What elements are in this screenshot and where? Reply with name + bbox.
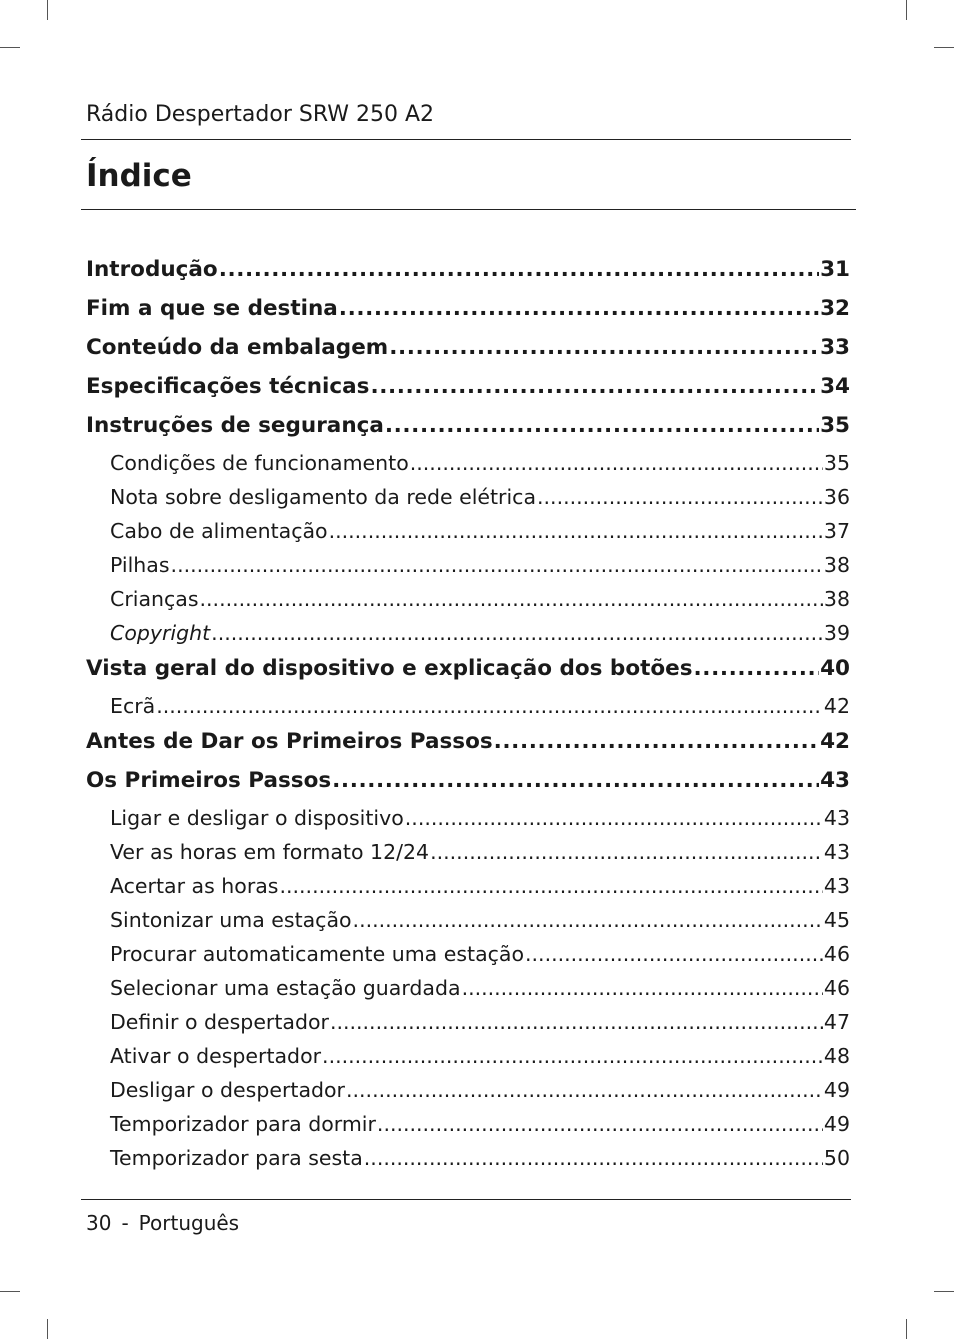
toc-entry-label: Crianças	[110, 587, 199, 611]
crop-mark	[0, 47, 20, 48]
dot-leader	[537, 481, 823, 513]
toc-entry-page: 48	[823, 1044, 850, 1068]
toc-entry-page: 49	[823, 1078, 850, 1102]
toc-entry-page: 43	[820, 768, 850, 793]
dot-leader	[389, 330, 819, 366]
toc-entry-section[interactable]	[86, 549, 850, 583]
toc-entry-label: Antes de Dar os Primeiros Passos	[86, 729, 493, 754]
toc-entry-section[interactable]	[86, 690, 850, 724]
toc-entry-section[interactable]	[86, 870, 850, 904]
dot-leader	[211, 617, 823, 649]
toc-entry-section[interactable]	[86, 1040, 850, 1074]
toc-entry-page: 34	[820, 374, 850, 399]
toc-entry-page: 43	[823, 840, 850, 864]
toc-entry-page: 37	[823, 519, 850, 543]
dot-leader	[462, 972, 823, 1004]
dot-leader	[322, 1040, 823, 1072]
dot-leader	[353, 904, 823, 936]
toc-entry-section[interactable]	[86, 617, 850, 651]
toc-entry-page: 38	[823, 587, 850, 611]
toc-entry-section[interactable]	[86, 938, 850, 972]
toc-entry-section[interactable]	[86, 1074, 850, 1108]
dot-leader	[410, 447, 823, 479]
page-title: Índice	[86, 158, 192, 194]
dot-leader	[171, 549, 823, 581]
toc-entry-section[interactable]	[86, 836, 850, 870]
dot-leader	[339, 291, 819, 327]
toc-entry-label: Ecrã	[110, 694, 156, 718]
footer-separator: -	[121, 1211, 129, 1235]
toc-entry-page: 36	[823, 485, 850, 509]
toc-entry-chapter[interactable]	[86, 651, 850, 690]
dot-leader	[219, 252, 819, 288]
crop-mark	[906, 1319, 907, 1339]
toc-entry-page: 35	[820, 413, 850, 438]
toc-entry-page: 49	[823, 1112, 850, 1136]
toc-entry-section[interactable]	[86, 583, 850, 617]
toc-entry-page: 46	[823, 942, 850, 966]
table-of-contents	[86, 252, 850, 1176]
toc-entry-page: 47	[823, 1010, 850, 1034]
toc-entry-label: Vista geral do dispositivo e explicação dos botões	[86, 656, 693, 681]
crop-mark	[934, 1291, 954, 1292]
footer-language: Português	[138, 1211, 240, 1235]
toc-entry-label: Acertar as horas	[110, 874, 279, 898]
toc-entry-label: Desligar o despertador	[110, 1078, 345, 1102]
dot-leader	[330, 1006, 823, 1038]
dot-leader	[377, 1108, 823, 1140]
title-divider	[81, 209, 856, 210]
toc-entry-section[interactable]	[86, 904, 850, 938]
toc-entry-chapter[interactable]	[86, 763, 850, 802]
footer-divider	[81, 1199, 851, 1200]
toc-entry-page: 33	[820, 335, 850, 360]
crop-mark	[47, 1319, 48, 1339]
toc-entry-label: Os Primeiros Passos	[86, 768, 332, 793]
dot-leader	[494, 724, 819, 760]
dot-leader	[385, 408, 819, 444]
toc-entry-section[interactable]	[86, 481, 850, 515]
toc-entry-label: Fim a que se destina	[86, 296, 338, 321]
crop-mark	[47, 0, 48, 20]
toc-entry-label: Conteúdo da embalagem	[86, 335, 389, 360]
toc-entry-label: Procurar automaticamente uma estação	[110, 942, 525, 966]
toc-entry-label: Introdução	[86, 257, 218, 282]
toc-entry-label: Ver as horas em formato 12/24	[110, 840, 430, 864]
toc-entry-chapter[interactable]	[86, 408, 850, 447]
toc-entry-page: 45	[823, 908, 850, 932]
toc-entry-label: Copyright	[110, 621, 211, 645]
toc-entry-section[interactable]	[86, 447, 850, 481]
toc-entry-section[interactable]	[86, 1006, 850, 1040]
toc-entry-page: 43	[823, 806, 850, 830]
dot-leader	[525, 938, 823, 970]
dot-leader	[200, 583, 823, 615]
toc-entry-page: 50	[823, 1146, 850, 1170]
toc-entry-page: 35	[823, 451, 850, 475]
header-divider	[81, 139, 851, 140]
dot-leader	[332, 763, 819, 799]
dot-leader	[430, 836, 823, 868]
page-footer	[86, 1208, 239, 1238]
toc-entry-label: Ativar o despertador	[110, 1044, 322, 1068]
toc-entry-label: Ligar e desligar o dispositivo	[110, 806, 404, 830]
toc-entry-section[interactable]	[86, 802, 850, 836]
toc-entry-page: 42	[820, 729, 850, 754]
dot-leader	[156, 690, 823, 722]
toc-entry-label: Especificações técnicas	[86, 374, 370, 399]
dot-leader	[364, 1142, 823, 1174]
toc-entry-page: 39	[823, 621, 850, 645]
toc-entry-label: Temporizador para dormir	[110, 1112, 376, 1136]
toc-entry-chapter[interactable]	[86, 252, 850, 291]
toc-entry-label: Instruções de segurança	[86, 413, 384, 438]
toc-entry-page: 38	[823, 553, 850, 577]
toc-entry-label: Definir o despertador	[110, 1010, 329, 1034]
toc-entry-page: 40	[820, 656, 850, 681]
toc-entry-label: Cabo de alimentação	[110, 519, 328, 543]
dot-leader	[346, 1074, 823, 1106]
toc-entry-label: Condições de funcionamento	[110, 451, 409, 475]
toc-entry-section[interactable]	[86, 515, 850, 549]
toc-entry-chapter[interactable]	[86, 724, 850, 763]
toc-entry-section[interactable]	[86, 1142, 850, 1176]
toc-entry-page: 42	[823, 694, 850, 718]
toc-entry-page: 31	[820, 257, 850, 282]
page-number: 30	[86, 1211, 112, 1235]
toc-entry-chapter[interactable]	[86, 369, 850, 408]
toc-entry-label: Temporizador para sesta	[110, 1146, 363, 1170]
toc-entry-section[interactable]	[86, 972, 850, 1006]
toc-entry-page: 43	[823, 874, 850, 898]
toc-entry-page: 32	[820, 296, 850, 321]
dot-leader	[370, 369, 819, 405]
toc-entry-chapter[interactable]	[86, 291, 850, 330]
toc-entry-label: Pilhas	[110, 553, 170, 577]
running-header: Rádio Despertador SRW 250 A2	[86, 102, 435, 127]
dot-leader	[694, 651, 820, 687]
toc-entry-page: 46	[823, 976, 850, 1000]
toc-entry-label: Sintonizar uma estação	[110, 908, 352, 932]
crop-mark	[934, 47, 954, 48]
dot-leader	[329, 515, 823, 547]
toc-entry-chapter[interactable]	[86, 330, 850, 369]
toc-entry-label: Selecionar uma estação guardada	[110, 976, 461, 1000]
crop-mark	[0, 1291, 20, 1292]
crop-mark	[906, 0, 907, 20]
dot-leader	[279, 870, 822, 902]
dot-leader	[405, 802, 823, 834]
toc-entry-section[interactable]	[86, 1108, 850, 1142]
toc-entry-label: Nota sobre desligamento da rede elétrica	[110, 485, 537, 509]
